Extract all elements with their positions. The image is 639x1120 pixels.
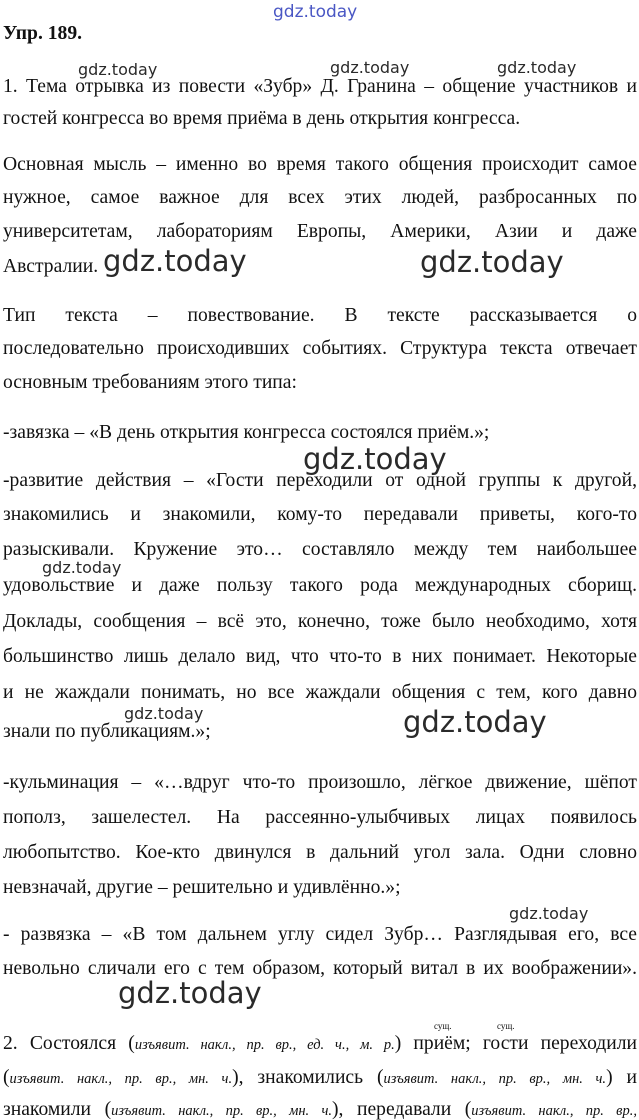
text-line: -завязка – «В день открытия конгресса состоялся приём.»;: [3, 422, 490, 443]
morph-text: знакомили (: [3, 1099, 112, 1120]
text-line: удовольствие и даже пользу такого рода международных сборищ.: [3, 575, 637, 596]
text-line: -кульминация – «…вдруг что-то произошло, лёгкое движение, шёпот: [3, 772, 637, 793]
morph-line: [3, 1100, 637, 1120]
text-line: Тип текста – повествование. В тексте рассказывается о: [3, 305, 637, 326]
text-line: - развязка – «В том дальнем углу сидел Зубр… Разглядывая его, все: [3, 924, 637, 945]
annotation-noun: сущ.: [434, 1021, 452, 1031]
morph-text: (: [3, 1067, 10, 1088]
morph-text: ), передавали (: [332, 1099, 472, 1120]
text-line: гостей конгресса во время приёма в день открытия конгресса.: [3, 108, 521, 129]
text-line: Доклады, сообщения – всё это, конечно, тоже было необходимо, хотя: [3, 611, 637, 632]
morph-text: ) приём; гости переходили: [394, 1033, 638, 1054]
watermark: gdz.today: [103, 244, 247, 278]
text-line: разыскивали. Кружение это… составляло между тем наибольшее: [3, 539, 637, 560]
watermark: gdz.today: [118, 976, 262, 1010]
text-line: любопытство. Кое-кто двинулся в дальний угол зала. Одни словно: [3, 842, 637, 863]
text-line: последовательно происходивших событиях. Структура текста отвечает: [3, 338, 637, 359]
text-line: нужное, самое важное для всех этих людей, разбросанных по: [3, 187, 637, 208]
morph-line: [3, 1068, 637, 1088]
morph-note: изъявит. накл., пр. вр., мн. ч.: [111, 1103, 332, 1119]
watermark: gdz.today: [330, 58, 410, 77]
text-line: невольно сличали его с тем образом, который витал в их воображении».: [3, 958, 637, 979]
watermark: gdz.today: [303, 442, 447, 476]
morph-text: ), знакомились (: [232, 1067, 384, 1088]
text-line: пополз, зашелестел. На рассеянно-улыбчивых лицах появилось: [3, 807, 637, 828]
morph-note: изъявит. накл., пр. вр.,: [471, 1103, 637, 1119]
morph-note: изъявит. накл., пр. вр., мн. ч.: [383, 1071, 607, 1087]
watermark: gdz.today: [403, 705, 547, 739]
text-line: Австралии.: [3, 256, 99, 277]
watermark: gdz.today: [509, 904, 589, 923]
text-line: невзначай, другие – решительно и удивлённо.»;: [3, 877, 401, 898]
morph-note: изъявит. накл., пр. вр., мн. ч.: [9, 1071, 233, 1087]
watermark: gdz.today: [78, 60, 158, 79]
watermark: gdz.today: [497, 58, 577, 77]
morph-line: [3, 1034, 637, 1054]
text-line: знакомились и знакомили, кому-то передавали приветы, кого-то: [3, 504, 637, 525]
watermark: gdz.today: [42, 558, 122, 577]
text-line: основным требованиям этого типа:: [3, 372, 297, 393]
text-line: знали по публикациям.»;: [3, 721, 211, 742]
text-line: и не жаждали понимать, но все жаждали общения с тем, кого давно: [3, 682, 637, 703]
page-title: Упр. 189.: [3, 23, 83, 44]
annotation-noun: сущ.: [497, 1021, 515, 1031]
watermark: gdz.today: [124, 704, 204, 723]
text-line: университетам, лабораториям Европы, Америки, Азии и даже: [3, 221, 637, 242]
morph-text: 2. Состоялся (: [3, 1033, 135, 1054]
morph-text: ) и: [606, 1067, 637, 1088]
text-line: 1. Тема отрывка из повести «Зубр» Д. Гранина – общение участников и: [3, 76, 637, 97]
text-line: большинство лишь делало вид, что что-то в них понимает. Некоторые: [3, 646, 637, 667]
text-line: -развитие действия – «Гости переходили от одной группы к другой,: [3, 470, 637, 491]
watermark: gdz.today: [420, 245, 564, 279]
morph-note: изъявит. накл., пр. вр., ед. ч., м. р.: [134, 1037, 395, 1053]
text-line: Основная мысль – именно во время такого общения происходит самое: [3, 154, 637, 175]
watermark: gdz.today: [273, 2, 358, 22]
